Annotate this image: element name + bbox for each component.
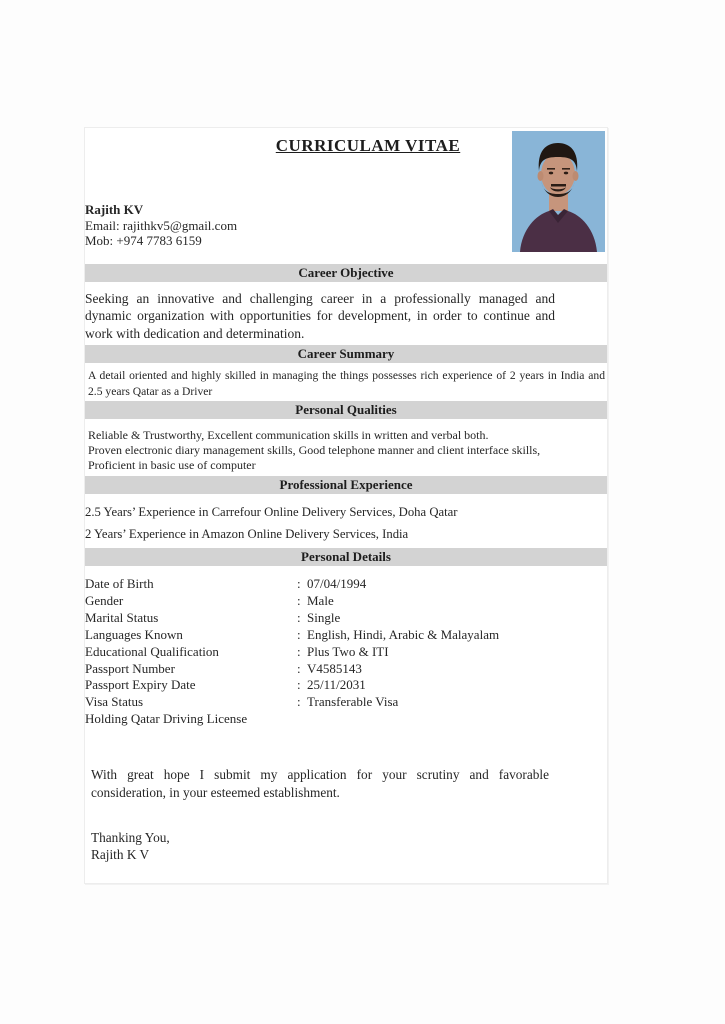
detail-colon: : bbox=[297, 609, 301, 625]
detail-label: Educational Qualification bbox=[85, 643, 219, 659]
person-silhouette-icon bbox=[512, 131, 605, 252]
quality-line: Reliable & Trustworthy, Excellent communication skills in written and verbal both. bbox=[88, 428, 489, 442]
table-row bbox=[85, 576, 607, 593]
detail-label: Passport Expiry Date bbox=[85, 677, 196, 693]
personal-details-table bbox=[85, 576, 607, 728]
quality-line: Proven electronic diary management skills, Good telephone manner and client interface skills, bbox=[88, 443, 541, 457]
detail-colon: : bbox=[297, 626, 301, 642]
detail-value: English, Hindi, Arabic & Malayalam bbox=[307, 626, 500, 642]
driving-license-note: Holding Qatar Driving License bbox=[85, 711, 248, 727]
detail-label: Languages Known bbox=[85, 626, 183, 642]
detail-value: 07/04/1994 bbox=[307, 576, 367, 591]
career-summary-text: A detail oriented and highly skilled in managing the things possesses rich experience of 2 years in India and 2.5 years Qatar as a Driver bbox=[88, 369, 605, 398]
experience-item: 2.5 Years’ Experience in Carrefour Online Delivery Services, Doha Qatar bbox=[85, 505, 458, 519]
detail-value: Male bbox=[307, 592, 334, 608]
detail-value: V4585143 bbox=[307, 660, 362, 676]
detail-colon: : bbox=[297, 576, 301, 591]
detail-label: Visa Status bbox=[85, 694, 144, 710]
detail-label: Gender bbox=[85, 592, 124, 608]
closing-statement: With great hope I submit my application for your scrutiny and favorable consideration, in your esteemed establishment. bbox=[91, 767, 549, 800]
section-header-personal-qualities: Personal Qualities bbox=[85, 401, 607, 419]
candidate-name: Rajith KV bbox=[85, 202, 144, 217]
personal-qualities-list bbox=[85, 428, 607, 473]
section-header-career-objective: Career Objective bbox=[85, 264, 607, 282]
detail-colon: : bbox=[297, 592, 301, 608]
detail-value: Plus Two & ITI bbox=[307, 643, 389, 659]
detail-value: Single bbox=[307, 609, 341, 625]
table-row bbox=[85, 610, 607, 627]
detail-value: 25/11/2031 bbox=[307, 677, 366, 693]
candidate-photo bbox=[512, 131, 605, 252]
cv-page bbox=[84, 127, 608, 884]
table-row bbox=[85, 644, 607, 661]
thanking-you-text: Thanking You, bbox=[91, 830, 170, 846]
signoff-block bbox=[85, 829, 607, 863]
table-row bbox=[85, 694, 607, 711]
quality-line: Proficient in basic use of computer bbox=[88, 458, 256, 472]
table-row bbox=[85, 677, 607, 694]
experience-list bbox=[85, 504, 607, 542]
section-header-personal-details: Personal Details bbox=[85, 548, 607, 566]
signature-text: Rajith K V bbox=[91, 847, 150, 863]
detail-value: Transferable Visa bbox=[307, 694, 399, 710]
email-text: Email: rajithkv5@gmail.com bbox=[85, 217, 238, 233]
detail-colon: : bbox=[297, 694, 301, 710]
table-row bbox=[85, 593, 607, 610]
detail-colon: : bbox=[297, 660, 301, 676]
table-row bbox=[85, 661, 607, 678]
experience-item: 2 Years’ Experience in Amazon Online Delivery Services, India bbox=[85, 527, 409, 541]
career-objective-text: Seeking an innovative and challenging career in a professionally managed and dynamic organization with opportunities for development, in order to continue and work with dedication and determination. bbox=[85, 290, 555, 341]
cv-title: CURRICULAM VITAE bbox=[275, 136, 461, 155]
detail-label: Date of Birth bbox=[85, 576, 154, 591]
section-header-professional-experience: Professional Experience bbox=[85, 476, 607, 494]
detail-label: Passport Number bbox=[85, 660, 175, 676]
detail-colon: : bbox=[297, 643, 301, 659]
section-header-career-summary: Career Summary bbox=[85, 345, 607, 363]
phone-text: Mob: +974 7783 6159 bbox=[85, 233, 202, 248]
detail-label: Marital Status bbox=[85, 609, 159, 625]
table-row bbox=[85, 627, 607, 644]
detail-colon: : bbox=[297, 677, 301, 693]
